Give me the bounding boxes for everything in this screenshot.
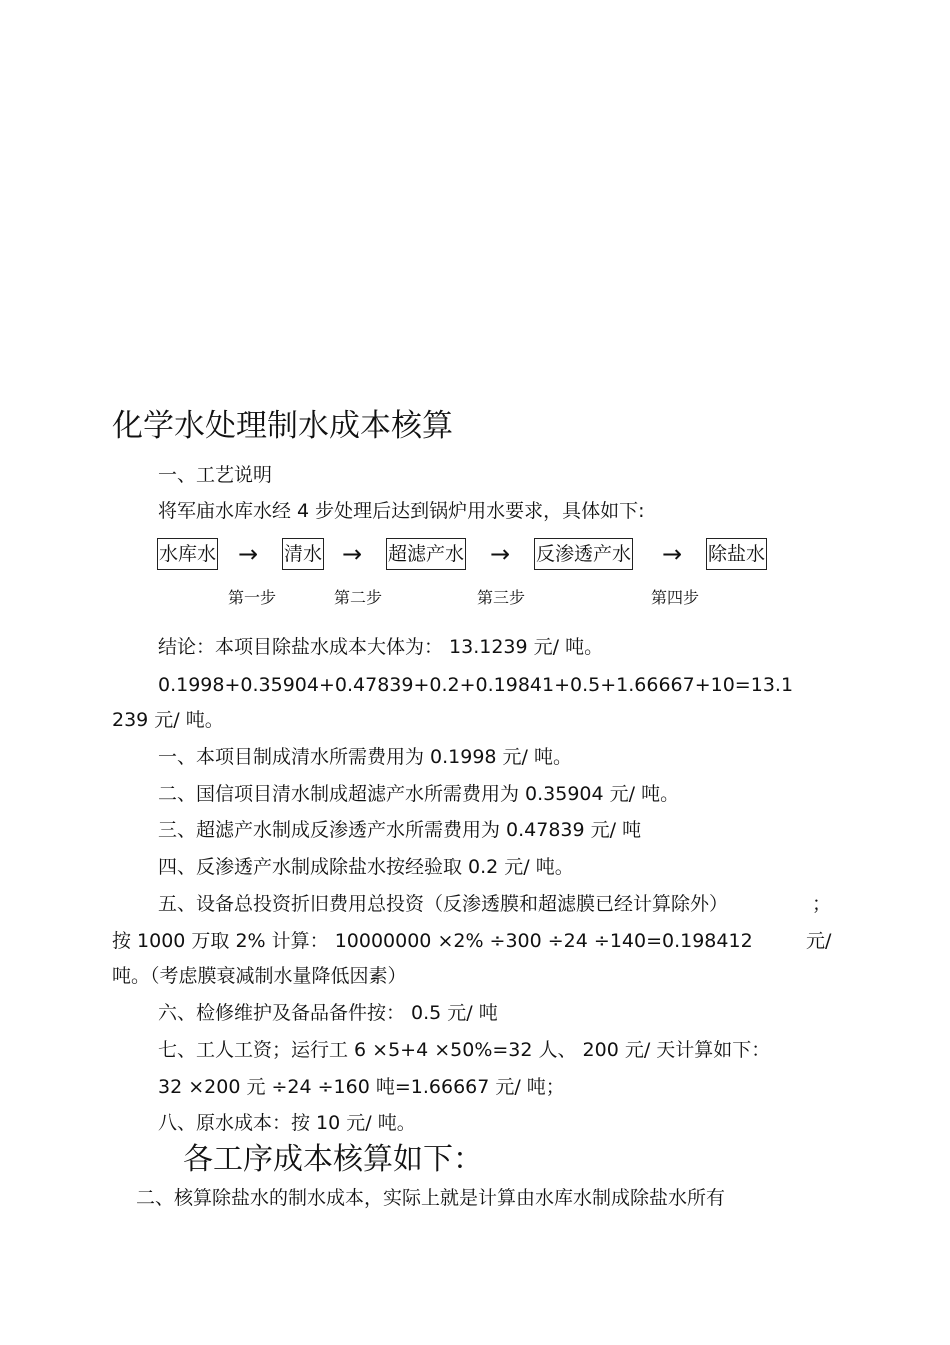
flow-arrow-4: → — [662, 540, 683, 568]
item-4: 四、反渗透产水制成除盐水按经验取 0.2 元/ 吨。 — [158, 856, 574, 878]
flow-box-clear-water: 清水 — [282, 538, 324, 570]
item-2: 二、国信项目清水制成超滤产水所需费用为 0.35904 元/ 吨。 — [158, 783, 680, 805]
conclusion-text: 结论：本项目除盐水成本大体为： 13.1239 元/ 吨。 — [158, 636, 604, 658]
flow-step-2: 第二步 — [334, 588, 383, 607]
intro-text: 将军庙水库水经 4 步处理后达到锅炉用水要求，具体如下: — [158, 500, 645, 522]
flow-step-1: 第一步 — [228, 588, 277, 607]
section-heading-process: 一、工艺说明 — [158, 464, 273, 486]
item-6: 六、检修维护及备品备件按： 0.5 元/ 吨 — [158, 1002, 498, 1024]
flow-arrow-1: → — [238, 540, 259, 568]
section-heading-costs: 各工序成本核算如下： — [183, 1142, 483, 1177]
item-7-line-1: 七、工人工资；运行工 6 ×5+4 ×50%=32 人、 200 元/ 天计算如下： — [158, 1039, 771, 1061]
flow-arrow-2: → — [342, 540, 363, 568]
item-5-semicolon: ； — [812, 893, 832, 915]
flow-box-ro-water: 反渗透产水 — [534, 538, 633, 570]
item-5-line-1: 五、设备总投资折旧费用总投资（反渗透膜和超滤膜已经计算除外） — [158, 893, 729, 915]
formula-line-2: 239 元/ 吨。 — [112, 709, 224, 731]
item-1: 一、本项目制成清水所需费用为 0.1998 元/ 吨。 — [158, 746, 573, 768]
item-5-line-3: 吨。（考虑膜衰减制水量降低因素） — [112, 965, 407, 987]
flow-box-reservoir-water: 水库水 — [157, 538, 218, 570]
item-7-line-2: 32 ×200 元 ÷24 ÷160 吨=1.66667 元/ 吨； — [158, 1076, 565, 1098]
formula-line-1: 0.1998+0.35904+0.47839+0.2+0.19841+0.5+1.66667+10=13.1 — [158, 674, 794, 696]
item-5-line-2-unit: 元/ — [806, 930, 832, 952]
item-3: 三、超滤产水制成反渗透产水所需费用为 0.47839 元/ 吨 — [158, 819, 642, 841]
flow-step-4: 第四步 — [651, 588, 700, 607]
item-8: 八、原水成本：按 10 元/ 吨。 — [158, 1112, 416, 1134]
flow-arrow-3: → — [490, 540, 511, 568]
item-5-line-2: 按 1000 万取 2% 计算： 10000000 ×2% ÷300 ÷24 ÷140=0.198412 — [112, 930, 753, 952]
flow-box-demineralized-water: 除盐水 — [706, 538, 767, 570]
flow-step-3: 第三步 — [477, 588, 526, 607]
page-title: 化学水处理制水成本核算 — [112, 408, 453, 444]
section-2-text: 二、核算除盐水的制水成本，实际上就是计算由水库水制成除盐水所有 — [136, 1187, 726, 1209]
flow-box-uf-water: 超滤产水 — [386, 538, 466, 570]
